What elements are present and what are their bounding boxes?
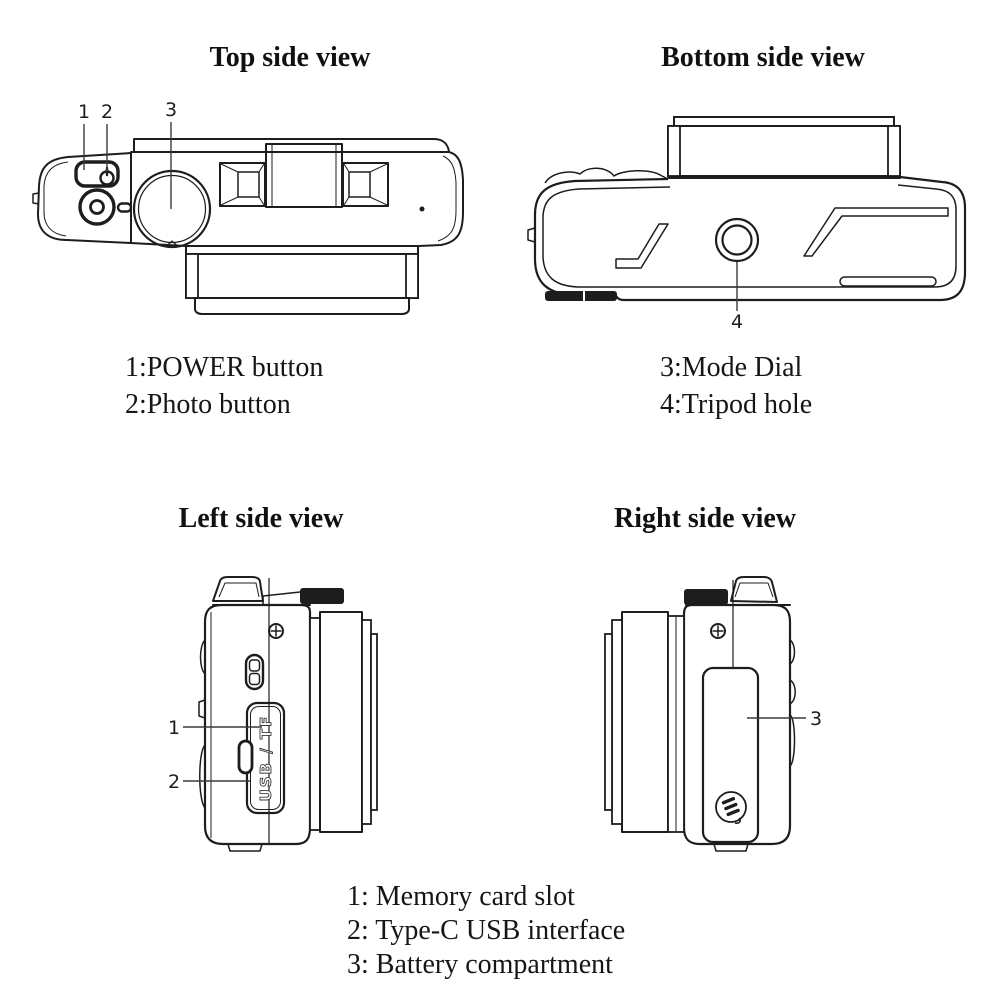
viewfinder-hump [731, 577, 777, 602]
viewfinder-hump [213, 577, 263, 601]
bottom-legend [347, 880, 625, 982]
bottom-view-drawing [515, 100, 975, 335]
mic-hole [118, 204, 131, 212]
right-view-drawing [590, 565, 840, 865]
left-view-title: Left side view [178, 503, 344, 534]
top-view-camera-body [33, 139, 463, 246]
bottom-view-lens-barrel [668, 117, 900, 176]
left-view-lens-barrel [310, 612, 377, 832]
left-view-camera-body [199, 578, 310, 851]
usb-tf-label: USB / TF [257, 714, 275, 802]
flash-windows [220, 144, 388, 207]
callout-2-label: 2 [100, 101, 114, 123]
phillips-screw-icon [269, 624, 283, 638]
legend-line-tripod-hole: 4:Tripod hole [660, 389, 813, 420]
speaker-grille-icon [716, 792, 746, 823]
top-left-legend [125, 349, 323, 423]
legend-line-battery-compartment: 3: Battery compartment [347, 949, 613, 980]
legend-line-photo-button: 2:Photo button [125, 389, 291, 420]
bottom-view-camera-body [528, 168, 965, 301]
callout-4-label: 4 [730, 311, 744, 333]
bottom-view-title: Bottom side view [661, 42, 865, 73]
legend-line-usb-interface: 2: Type-C USB interface [347, 915, 626, 946]
callout-2-label: 2 [167, 771, 181, 793]
bottom-view-callouts [731, 262, 743, 333]
side-door-slit [840, 277, 936, 286]
mode-dial [134, 171, 210, 247]
mic-dot [420, 207, 425, 212]
shutter-button [80, 190, 114, 224]
grip-chevron-right [804, 208, 948, 256]
callout-3-label: 3 [164, 99, 178, 121]
top-view-title: Top side view [209, 42, 371, 73]
grip-chevron-left [616, 224, 668, 268]
right-view-lens-barrel [605, 612, 684, 832]
left-view-drawing [155, 565, 405, 865]
battery-door [703, 668, 758, 842]
legend-line-memory-card-slot: 1: Memory card slot [347, 881, 575, 912]
callout-1-label: 1 [167, 717, 181, 739]
tripod-hole [716, 219, 758, 261]
usb-c-port [239, 741, 252, 773]
top-right-legend [660, 349, 812, 423]
legend-line-power-button: 1:POWER button [125, 352, 324, 383]
rear-dial [684, 589, 728, 605]
callout-1-label: 1 [77, 101, 91, 123]
rear-dial [300, 588, 344, 604]
callout-3-label: 3 [809, 708, 823, 730]
phillips-screw-icon [711, 624, 725, 638]
top-view-drawing [25, 95, 475, 325]
top-view-lens-barrel [186, 246, 418, 314]
strap-lug [246, 655, 263, 689]
right-view-title: Right side view [614, 503, 796, 534]
legend-line-mode-dial: 3:Mode Dial [660, 352, 803, 383]
